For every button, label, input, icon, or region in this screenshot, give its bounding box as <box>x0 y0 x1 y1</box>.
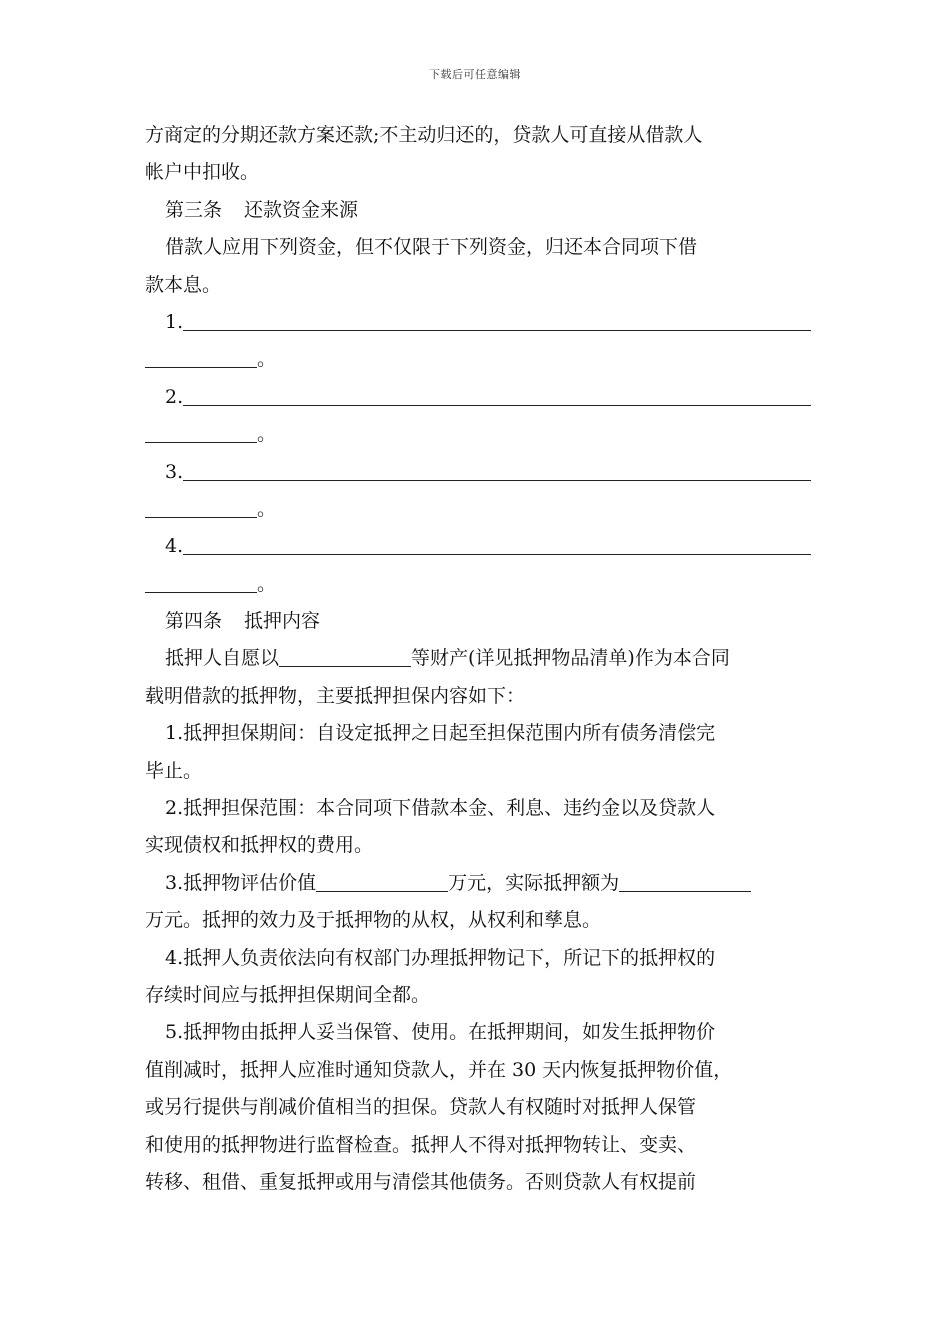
fund-item-4-cont <box>145 566 810 603</box>
text-span: 3.抵押物评估价值 <box>165 871 317 894</box>
clause-5-cont: 和使用的抵押物进行监督检查。抵押人不得对抵押物转让、变卖、 <box>145 1133 697 1156</box>
blank-field[interactable] <box>145 345 257 368</box>
text-line: 方商定的分期还款方案还款;不主动归还的，贷款人可直接从借款人 <box>145 124 703 146</box>
article-title: 抵押内容 <box>244 610 321 633</box>
text-line: 帐户中扣收。 <box>145 161 260 184</box>
mortgage-intro <box>145 640 810 677</box>
fund-item-3 <box>145 454 810 491</box>
document-body <box>145 117 810 1201</box>
clause-2: 2.抵押担保范围：本合同项下借款本金、利息、违约金以及贷款人 <box>165 797 716 820</box>
clause-5-cont: 或另行提供与削减价值相当的担保。贷款人有权随时对抵押人保管 <box>145 1096 697 1119</box>
punctuation: 。 <box>257 497 277 520</box>
article-title: 还款资金来源 <box>244 198 359 221</box>
item-number: 1. <box>165 310 184 333</box>
item-number: 2. <box>165 385 184 408</box>
fund-item-1-cont <box>145 341 810 378</box>
fund-item-2-cont <box>145 416 810 453</box>
page-header: 下载后可任意编辑 <box>429 68 521 81</box>
blank-field[interactable] <box>145 570 257 593</box>
fund-item-1 <box>145 304 810 341</box>
fund-item-4 <box>145 528 810 565</box>
clause-1-cont: 毕止。 <box>145 759 203 782</box>
clause-1: 1.抵押担保期间：自设定抵押之日起至担保范围内所有债务清偿完 <box>165 722 716 745</box>
clause-4-cont: 存续时间应与抵押担保期间全都。 <box>145 983 431 1006</box>
text-line: 款本息。 <box>145 273 222 296</box>
blank-field[interactable] <box>145 420 257 443</box>
blank-field[interactable] <box>145 495 257 518</box>
blank-field[interactable] <box>183 383 811 406</box>
clause-5: 5.抵押物由抵押人妥当保管、使用。在抵押期间，如发生抵押物价 <box>165 1021 716 1044</box>
blank-field[interactable] <box>183 308 811 331</box>
blank-field[interactable] <box>619 869 751 892</box>
punctuation: 。 <box>257 572 277 595</box>
item-number: 4. <box>165 535 184 558</box>
item-number: 3. <box>165 460 184 483</box>
punctuation: 。 <box>257 348 277 371</box>
blank-field[interactable] <box>279 644 411 667</box>
clause-3-cont: 万元。抵押的效力及于抵押物的从权，从权利和孳息。 <box>145 909 602 932</box>
blank-field[interactable] <box>183 532 811 555</box>
blank-field[interactable] <box>183 458 811 481</box>
text-line: 载明借款的抵押物，主要抵押担保内容如下： <box>145 684 526 707</box>
clause-5-cont: 值削减时，抵押人应准时通知贷款人，并在 30 天内恢复抵押物价值， <box>145 1058 733 1081</box>
text-span: 等财产(详见抵押物品清单)作为本合同 <box>411 647 730 670</box>
clause-2-cont: 实现债权和抵押权的费用。 <box>145 834 374 857</box>
fund-item-2 <box>145 379 810 416</box>
article-number: 第三条 <box>165 198 223 221</box>
article-number: 第四条 <box>165 610 223 633</box>
clause-4: 4.抵押人负责依法向有权部门办理抵押物记下，所记下的抵押权的 <box>165 946 716 969</box>
fund-item-3-cont <box>145 491 810 528</box>
text-span: 抵押人自愿以 <box>165 647 280 670</box>
clause-3 <box>145 865 810 902</box>
blank-field[interactable] <box>316 869 448 892</box>
punctuation: 。 <box>257 423 277 446</box>
article-4-heading <box>145 603 810 640</box>
text-line: 借款人应用下列资金，但不仅限于下列资金，归还本合同项下借 <box>165 236 698 259</box>
clause-5-cont: 转移、租借、重复抵押或用与清偿其他债务。否则贷款人有权提前 <box>145 1170 697 1193</box>
article-3-heading <box>145 192 810 229</box>
text-span: 万元，实际抵押额为 <box>448 871 620 894</box>
